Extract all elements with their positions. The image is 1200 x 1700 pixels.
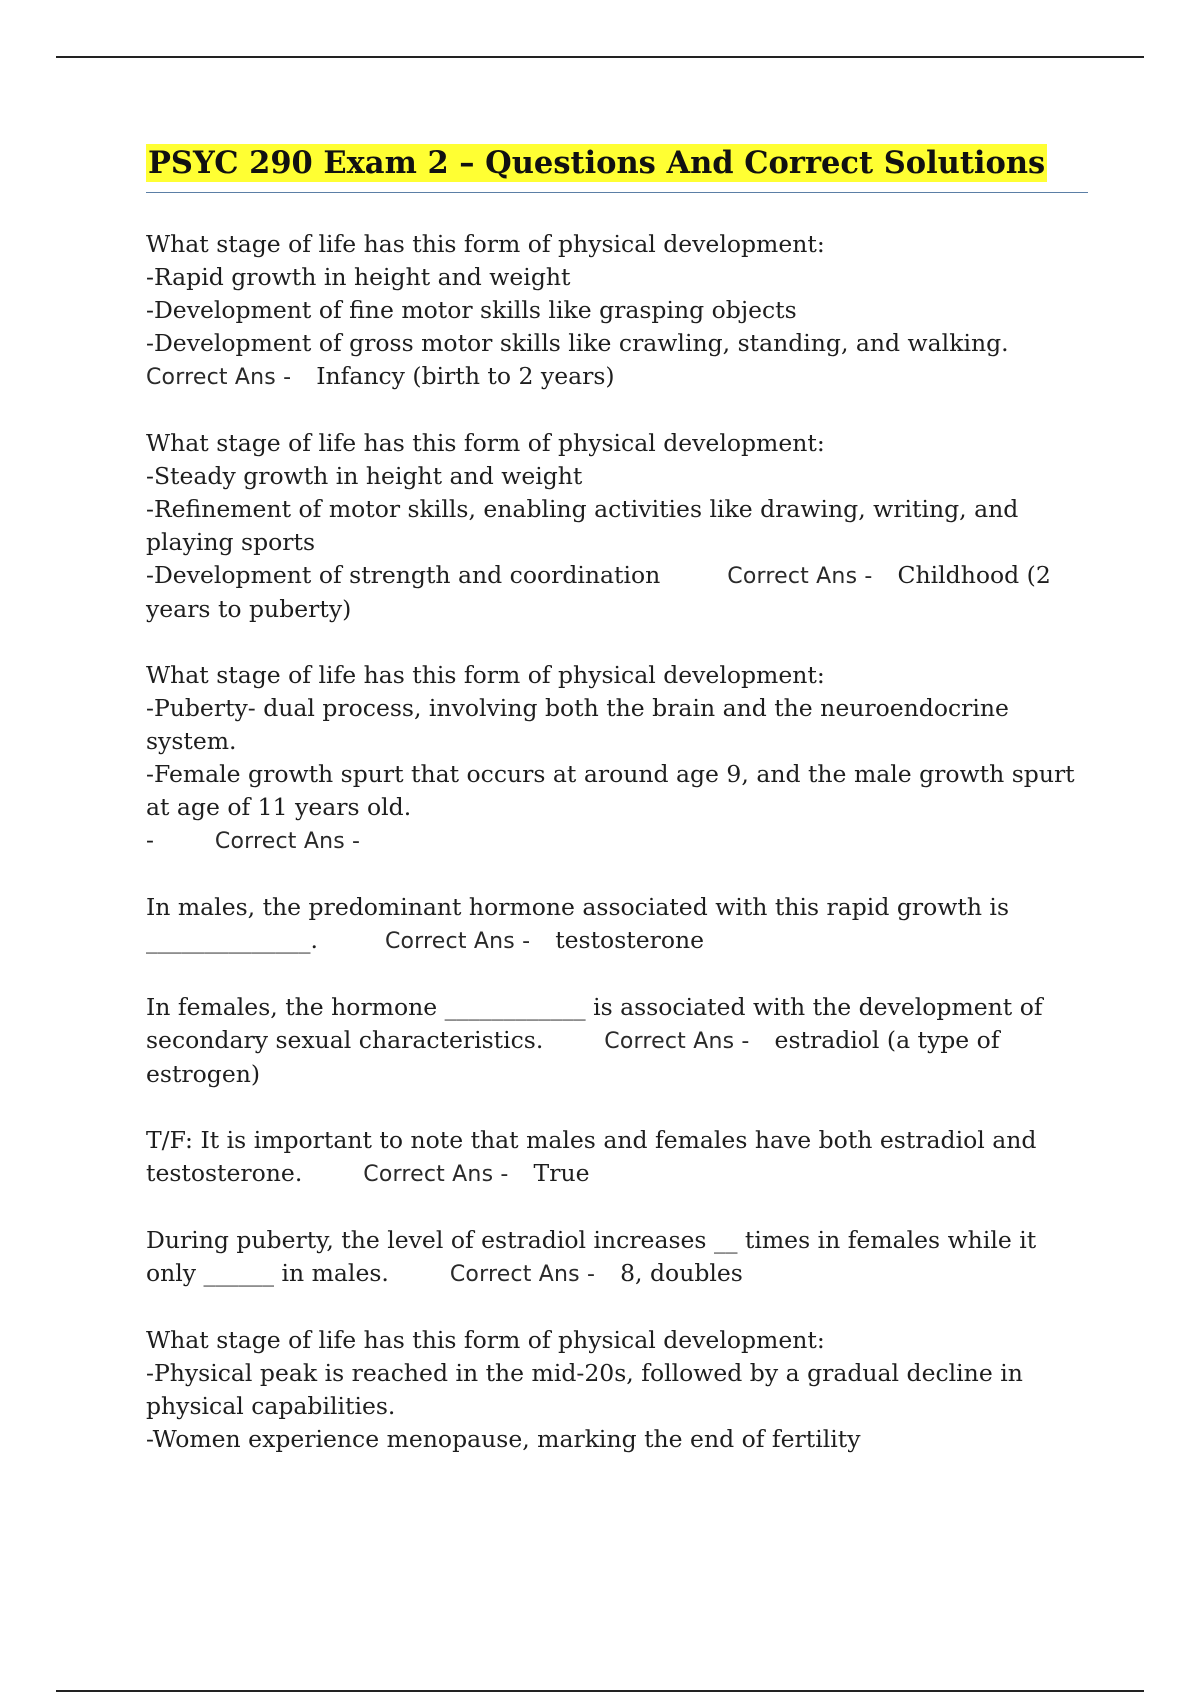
question-line: physical capabilities. <box>146 1392 396 1420</box>
question-line: only ______ in males. <box>146 1259 389 1287</box>
question-line: -Refinement of motor skills, enabling activities like drawing, writing, and <box>146 495 1019 523</box>
answer-text: estradiol (a type of <box>774 1026 1000 1054</box>
question-line: at age of 11 years old. <box>146 793 412 821</box>
answer-text: 8, doubles <box>620 1259 743 1287</box>
question-line: testosterone. <box>146 1159 303 1187</box>
qa-item <box>146 427 1096 626</box>
question-answer-line <box>146 1024 1096 1058</box>
qa-item <box>146 1324 1096 1456</box>
question-line: In males, the predominant hormone associated with this rapid growth is <box>146 893 1010 921</box>
question-answer-line <box>146 1157 1096 1191</box>
question-answer-line <box>146 1257 1096 1291</box>
question-line: secondary sexual characteristics. <box>146 1026 544 1054</box>
answer-label: Correct Ans - <box>384 929 531 954</box>
answer-continuation: years to puberty) <box>146 595 352 623</box>
question-line: -Women experience menopause, marking the end of fertility <box>146 1425 861 1453</box>
question-line: -Rapid growth in height and weight <box>146 263 571 291</box>
answer-label: Correct Ans - <box>146 365 292 390</box>
question-line: -Development of fine motor skills like grasping objects <box>146 296 797 324</box>
answer-text: Childhood (2 <box>897 561 1051 589</box>
question-line: -Puberty- dual process, involving both the brain and the neuroendocrine <box>146 694 1009 722</box>
question-line: -Physical peak is reached in the mid-20s, followed by a gradual decline in <box>146 1359 1023 1387</box>
question-line: ______________. <box>146 926 318 954</box>
question-line: -Development of strength and coordination <box>146 561 661 589</box>
question-line: What stage of life has this form of physical development: <box>146 230 825 258</box>
answer-label: Correct Ans - <box>449 1262 596 1287</box>
answer-label: Correct Ans - <box>604 1029 750 1054</box>
answer-text: testosterone <box>555 926 705 954</box>
qa-item <box>146 1124 1096 1191</box>
answer-label: Correct Ans - <box>214 829 361 854</box>
question-line: During puberty, the level of estradiol increases __ times in females while it <box>146 1226 1037 1254</box>
title-block <box>146 144 1088 193</box>
header-rule <box>56 56 1144 58</box>
question-line: -Female growth spurt that occurs at around age 9, and the male growth spurt <box>146 760 1075 788</box>
question-answer-line <box>146 924 1096 958</box>
answer-text: True <box>533 1159 590 1187</box>
question-line: What stage of life has this form of physical development: <box>146 1326 825 1354</box>
question-line: What stage of life has this form of physical development: <box>146 661 825 689</box>
answer-continuation: estrogen) <box>146 1060 261 1088</box>
qa-item <box>146 891 1096 958</box>
answer-line <box>146 824 1096 858</box>
question-answer-line <box>146 559 1096 593</box>
qa-item <box>146 228 1096 394</box>
qa-item <box>146 1224 1096 1291</box>
answer-label: Correct Ans - <box>363 1162 509 1187</box>
answer-lead-dash: - <box>146 826 154 854</box>
document-title: PSYC 290 Exam 2 – Questions And Correct Solutions <box>148 145 1046 181</box>
question-line: system. <box>146 727 237 755</box>
answer-line <box>146 360 1096 394</box>
answer-label: Correct Ans - <box>727 564 873 589</box>
question-line: -Development of gross motor skills like crawling, standing, and walking. <box>146 329 1009 357</box>
qa-item <box>146 991 1096 1091</box>
qa-item <box>146 659 1096 858</box>
footer-rule <box>56 1690 1144 1692</box>
qa-list <box>146 228 1096 1489</box>
question-line: What stage of life has this form of physical development: <box>146 429 825 457</box>
question-line: playing sports <box>146 528 315 556</box>
answer-text: Infancy (birth to 2 years) <box>316 362 615 390</box>
question-line: In females, the hormone ____________ is associated with the development of <box>146 993 1043 1021</box>
question-line: -Steady growth in height and weight <box>146 462 583 490</box>
question-line: T/F: It is important to note that males and females have both estradiol and <box>146 1126 1037 1154</box>
